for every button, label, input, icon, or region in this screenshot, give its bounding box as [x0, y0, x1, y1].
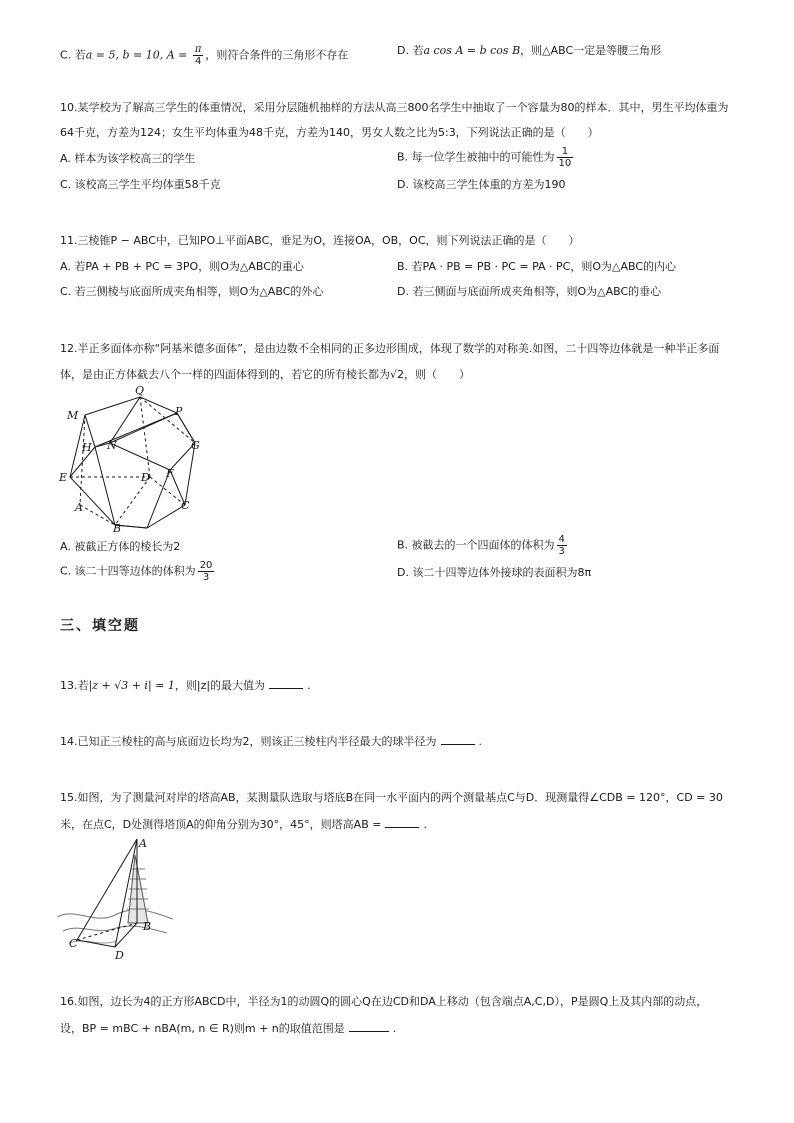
q12-b-num: 4: [558, 534, 565, 545]
q16-stem-line1: 16.如图，边长为4的正方形ABCD中，半径为1的动圆Q的圆心Q在边CD和DA上移动（包含端点A,C,D），P是圆Q上及其内部的动点，: [60, 995, 708, 1008]
q12-option-a: A. 被截正方体的棱长为2: [60, 540, 181, 553]
q9-c-math: a = 5, b = 10, A =: [85, 48, 191, 62]
section-title: 三、填空题: [60, 618, 140, 634]
tower-label-d: D: [115, 949, 124, 960]
polyhedron-figure: [55, 385, 215, 535]
poly-label-f: F: [166, 467, 174, 480]
q15-end: .: [423, 818, 427, 831]
q11-option-a: A. 若PA + PB + PC = 3PO，则O为△ABC的重心: [60, 260, 304, 273]
q9-d-label: D. 若: [397, 44, 424, 57]
q12-b-text: B. 被截去的一个四面体的体积为: [397, 538, 555, 552]
q16-end: .: [392, 1022, 397, 1035]
q12-c-den: 3: [202, 572, 210, 583]
q10-b-text: B. 每一位学生被抽中的可能性为: [397, 150, 555, 164]
q14-end: .: [478, 735, 482, 748]
q16-stem-line2: [60, 1021, 396, 1036]
q15-answer-blank[interactable]: [385, 817, 419, 828]
q13-math: |z + √3 + i| = 1: [88, 679, 175, 692]
poly-label-n: N: [107, 439, 117, 452]
q14-head: 14.已知正三棱柱的高与底面边长均为2，则该正三棱柱内半径最大的球半径为: [60, 735, 437, 748]
q9-c-fraction: [193, 44, 204, 67]
q13-line: [60, 678, 311, 693]
poly-label-a: A: [75, 501, 83, 514]
q12-c-fraction: [198, 560, 215, 583]
q15-stem-line2: [60, 817, 427, 832]
q12-b-den: 3: [558, 546, 565, 557]
tower-label-a: A: [139, 837, 147, 850]
q12-option-c: [60, 560, 216, 583]
q11-option-c: C. 若三侧棱与底面所成夹角相等，则O为△ABC的外心: [60, 285, 324, 298]
q15-stem-head: 米，在点C，D处测得塔顶A的仰角分别为30°，45°，则塔高AB =: [60, 818, 382, 831]
q9-option-d: [397, 44, 661, 58]
poly-label-e: E: [59, 471, 68, 484]
poly-label-c: C: [181, 499, 190, 512]
q12-b-fraction: [557, 534, 567, 557]
q11-option-d: D. 若三侧面与底面所成夹角相等，则O为△ABC的垂心: [397, 285, 662, 298]
q16-stem-head: 设，BP = mBC + nBA(m, n ∈ R)则m + n的取值范围是: [60, 1022, 345, 1035]
q10-option-a: A. 样本为该学校高三的学生: [60, 152, 196, 165]
q9-d-tail: ，则△ABC一定是等腰三角形: [520, 44, 662, 57]
q10-b-den: 10: [558, 158, 572, 169]
q12-c-num: 20: [199, 560, 213, 571]
poly-label-q: Q: [135, 385, 145, 397]
q9-option-c: [60, 44, 348, 67]
q11-stem: 11.三棱锥P − ABC中，已知PO⊥平面ABC，垂足为O，连接OA，OB，OC，则下列说法正确的是（ ）: [60, 234, 580, 247]
q13-head: 13.若: [60, 679, 89, 692]
poly-label-d: D: [141, 471, 150, 484]
poly-label-g: G: [191, 439, 200, 452]
q12-option-b: [397, 534, 569, 557]
q10-option-d: D. 该校高三学生体重的方差为190: [397, 178, 566, 191]
q13-tail: ，则|z|的最大值为: [174, 679, 266, 692]
q9-d-math: a cos A = b cos B: [423, 44, 521, 57]
poly-label-p: P: [175, 405, 183, 418]
q12-stem-line2: 体，是由正方体截去八个一样的四面体得到的，若它的所有棱长都为√2，则（ ）: [60, 368, 471, 381]
tower-label-b: B: [143, 920, 152, 933]
q16-answer-blank[interactable]: [349, 1021, 389, 1032]
tower-label-c: C: [69, 937, 78, 950]
q10-stem-line1: 10.某学校为了解高三学生的体重情况，采用分层随机抽样的方法从高三800名学生中抽取了一个容量为80的样本．其中，男生平均体重为: [60, 101, 729, 114]
q13-answer-blank[interactable]: [269, 678, 303, 689]
q10-option-c: C. 该校高三学生平均体重58千克: [60, 178, 221, 191]
poly-label-b: B: [113, 522, 122, 535]
poly-label-h: H: [82, 441, 92, 454]
q15-stem-line1: 15.如图，为了测量河对岸的塔高AB，某测量队选取与塔底B在同一水平面内的两个测量基点C与D．现测量得∠CDB = 120°，CD = 30: [60, 791, 723, 804]
q11-option-b: B. 若PA · PB = PB · PC = PA · PC，则O为△ABC的内心: [397, 260, 677, 273]
q12-c-text: C. 该二十四等边体的体积为: [60, 564, 196, 578]
tower-figure: [55, 835, 180, 960]
q14-line: [60, 734, 482, 749]
q10-b-num: 1: [557, 146, 574, 158]
q10-stem-line2: 64千克，方差为124；女生平均体重为48千克，方差为140，男女人数之比为5:3，下列说法正确的是（ ）: [60, 126, 599, 139]
q9-c-label: C. 若: [60, 48, 86, 62]
q12-option-d: D. 该二十四等边体外接球的表面积为8π: [397, 566, 592, 579]
q9-c-frac-num: π: [194, 44, 202, 55]
q12-stem-line1: 12.半正多面体亦称“阿基米德多面体”，是由边数不全相同的正多边形围成，体现了数学的对称美.如图，二十四等边体就是一种半正多面: [60, 342, 720, 355]
poly-label-m: M: [67, 409, 79, 422]
q14-answer-blank[interactable]: [441, 734, 475, 745]
q9-c-tail: ，则符合条件的三角形不存在: [205, 48, 349, 62]
q9-c-frac-den: 4: [194, 56, 202, 67]
q10-option-b: [397, 146, 575, 169]
q13-end: .: [307, 679, 311, 692]
q10-b-fraction: [557, 146, 574, 169]
